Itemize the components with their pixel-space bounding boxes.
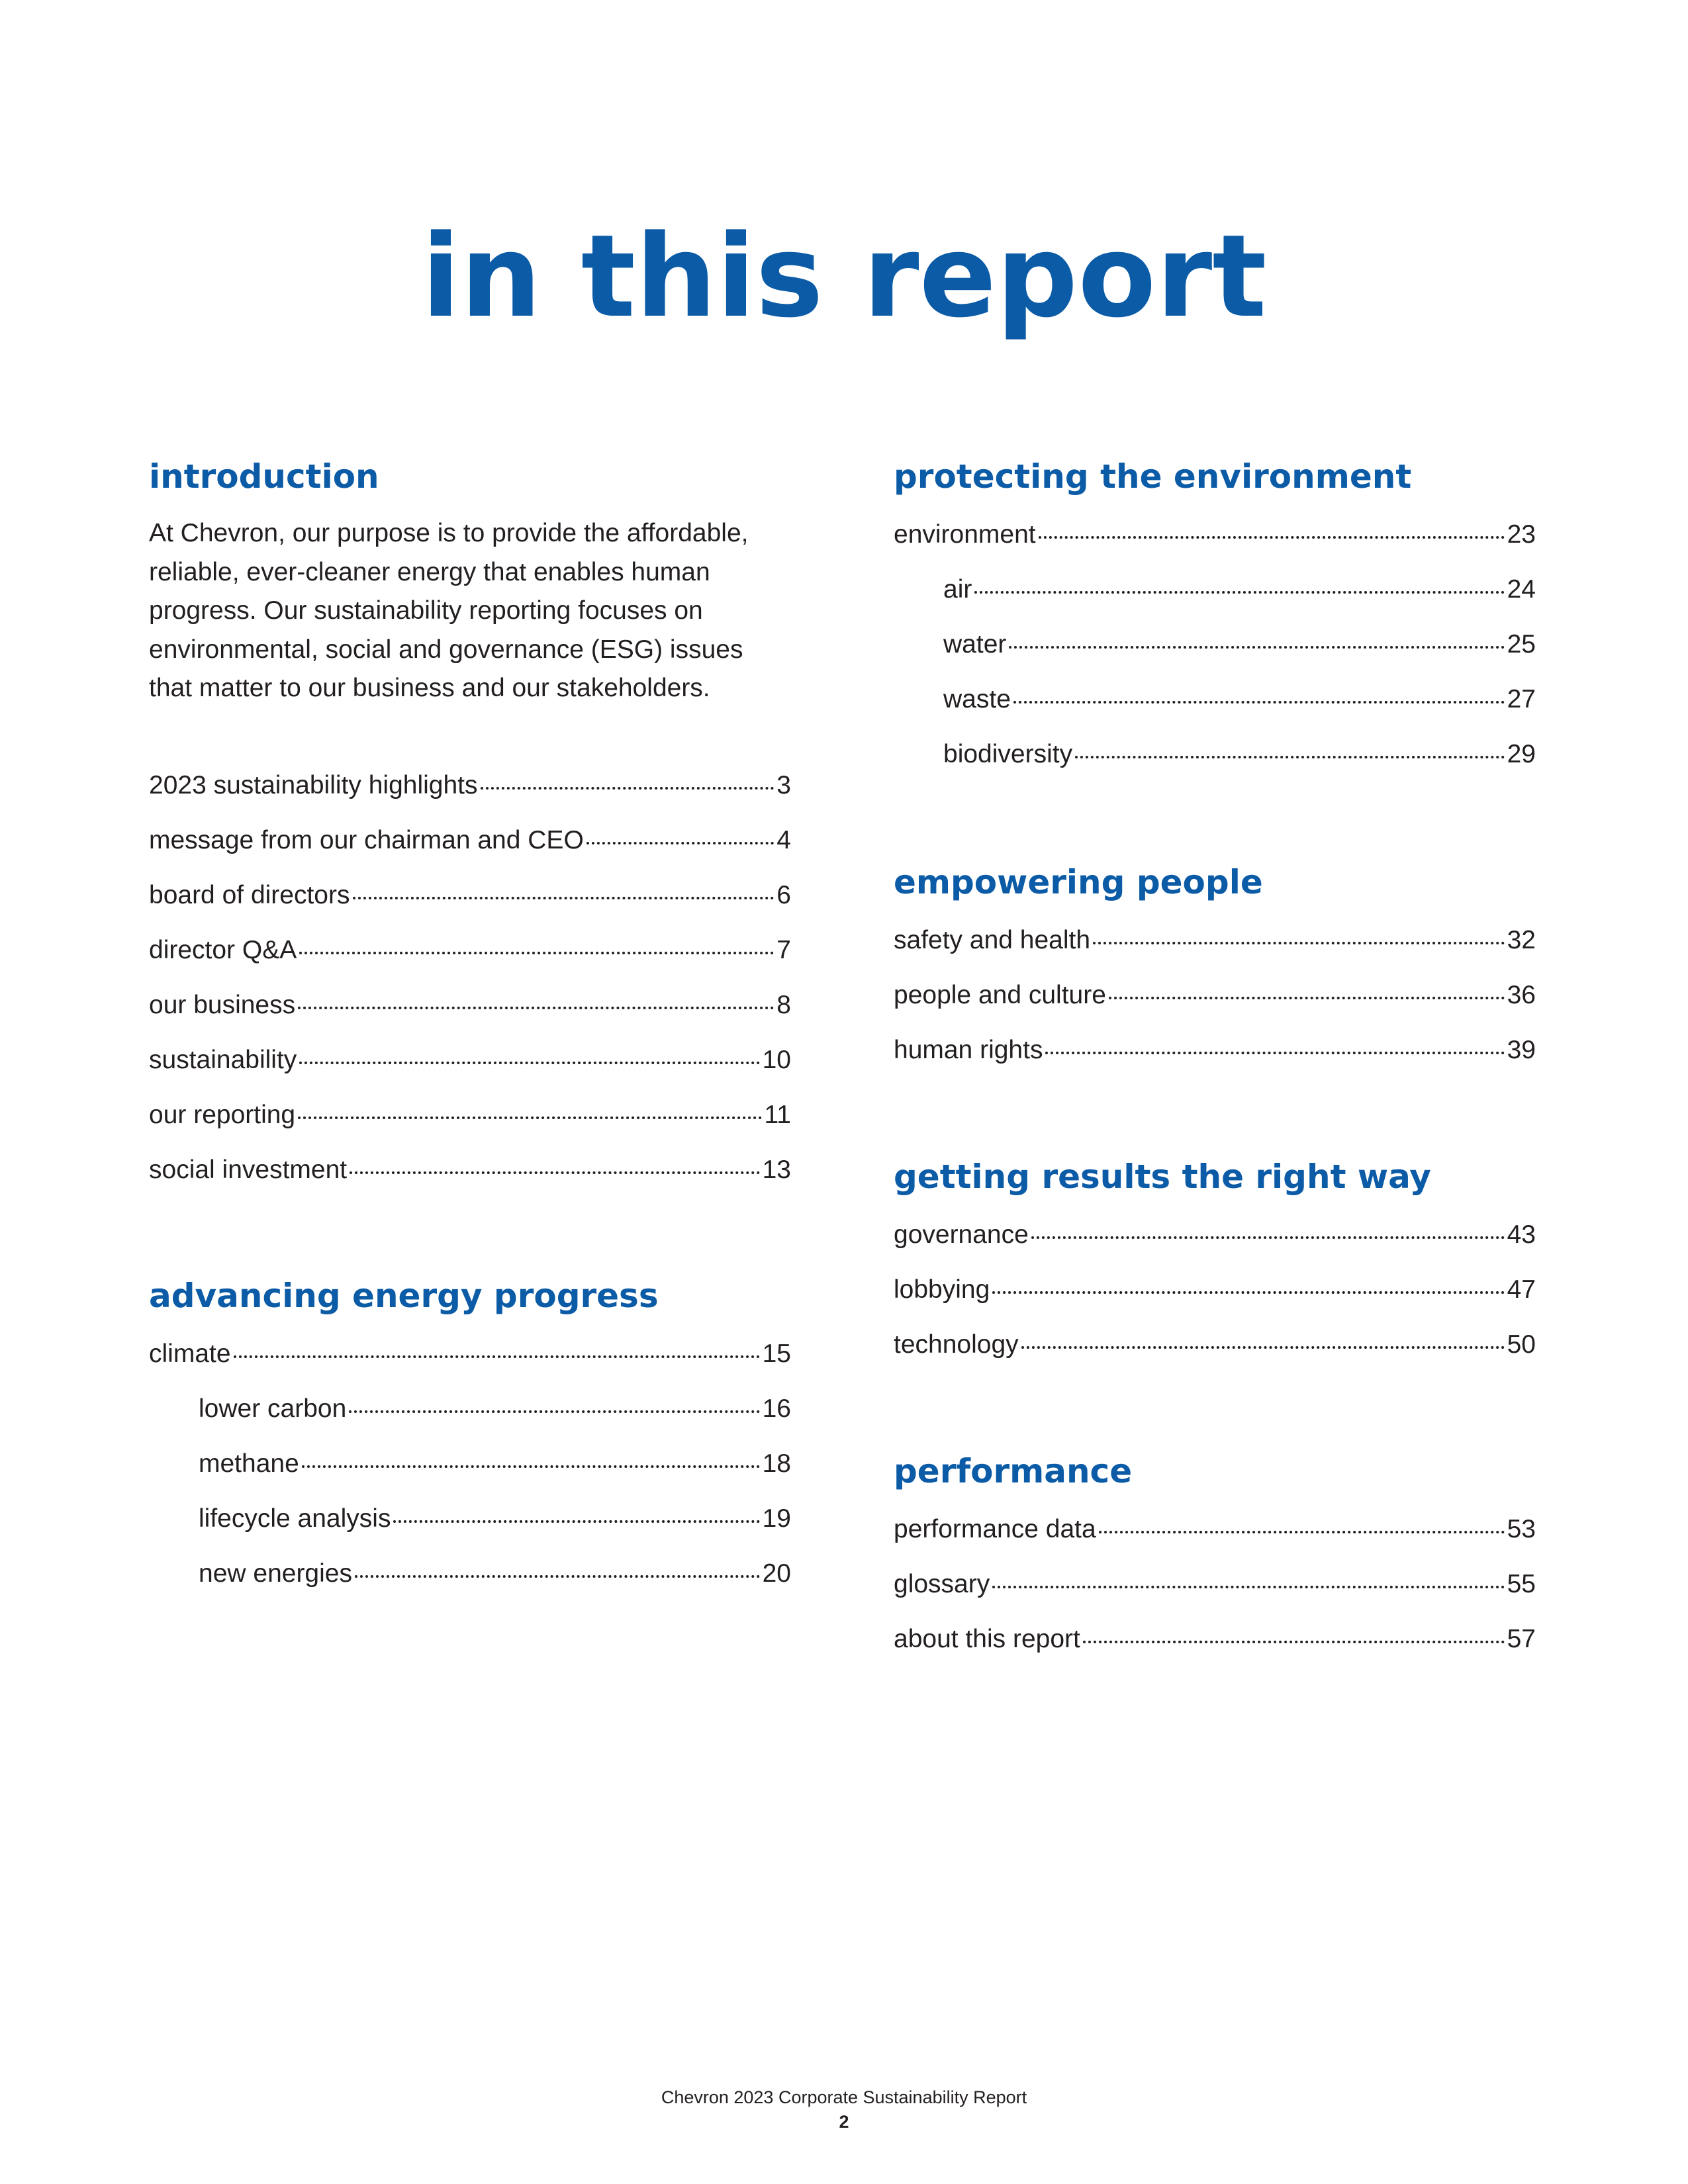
section-heading-getting-results-the-right-way: getting results the right way [894, 1158, 1431, 1196]
dot-leader [586, 842, 774, 844]
introduction-line: that matter to our business and our stakeholders. [149, 674, 710, 702]
toc-entry-safety-and-health[interactable] [894, 922, 1536, 959]
toc-entry-new-energies[interactable] [199, 1555, 791, 1592]
toc-entry-technology[interactable] [894, 1326, 1536, 1363]
toc-entry-performance-data[interactable] [894, 1511, 1536, 1548]
toc-entry-board-of-directors[interactable] [149, 877, 791, 914]
toc-entry-label: our reporting [149, 1101, 296, 1129]
toc-entry-page: 10 [762, 1046, 791, 1074]
dot-leader [481, 787, 774, 790]
dot-leader [992, 1291, 1504, 1294]
toc-entry-label: board of directors [149, 881, 350, 909]
toc-entry-director-qa[interactable] [149, 932, 791, 969]
section-heading-performance: performance [894, 1452, 1133, 1490]
dot-leader [349, 1410, 759, 1413]
footer-report-name: Chevron 2023 Corporate Sustainability Report [661, 2087, 1027, 2107]
dot-leader [299, 952, 774, 954]
toc-entry-label: our business [149, 991, 296, 1019]
toc-entry-label: glossary [894, 1570, 990, 1598]
toc-entry-page: 47 [1507, 1275, 1536, 1304]
toc-entry-label: water [943, 630, 1007, 659]
dot-leader [1039, 536, 1505, 539]
toc-entry-human-rights[interactable] [894, 1032, 1536, 1069]
dot-leader [355, 1575, 760, 1578]
section-heading-protecting-the-environment: protecting the environment [894, 457, 1412, 496]
dot-leader [1045, 1052, 1504, 1054]
toc-entry-label: environment [894, 520, 1036, 549]
toc-entry-label: technology [894, 1330, 1019, 1359]
dot-leader [393, 1520, 759, 1523]
toc-entry-page: 7 [776, 936, 791, 964]
dot-leader [1099, 1531, 1505, 1533]
toc-entry-page: 20 [762, 1559, 791, 1588]
dot-leader [1021, 1346, 1505, 1349]
toc-entry-page: 24 [1507, 575, 1536, 604]
toc-entry-label: director Q&A [149, 936, 297, 964]
section-heading-advancing-energy-progress: advancing energy progress [149, 1277, 659, 1315]
toc-entry-air[interactable] [943, 571, 1536, 608]
footer-page-number: 2 [839, 2112, 849, 2132]
toc-entry-page: 6 [776, 881, 791, 909]
introduction-line: environmental, social and governance (ESG) issues [149, 635, 743, 664]
toc-entry-page: 43 [1507, 1220, 1536, 1249]
toc-entry-label: biodiversity [943, 740, 1073, 768]
toc-entry-waste[interactable] [943, 681, 1536, 718]
toc-entry-page: 13 [762, 1156, 791, 1184]
toc-entry-page: 57 [1507, 1625, 1536, 1653]
toc-entry-lifecycle-analysis[interactable] [199, 1500, 791, 1537]
toc-entry-sustainability[interactable] [149, 1042, 791, 1079]
toc-entry-label: lifecycle analysis [199, 1504, 391, 1533]
toc-entry-governance[interactable] [894, 1216, 1536, 1253]
toc-entry-page: 16 [762, 1394, 791, 1423]
toc-entry-glossary[interactable] [894, 1566, 1536, 1603]
toc-entry-our-business[interactable] [149, 987, 791, 1024]
introduction-line: At Chevron, our purpose is to provide the affordable, [149, 519, 749, 547]
dot-leader [1075, 756, 1505, 758]
introduction-line: progress. Our sustainability reporting focuses on [149, 596, 703, 625]
toc-entry-page: 18 [762, 1449, 791, 1478]
dot-leader [298, 1007, 774, 1009]
toc-entry-label: governance [894, 1220, 1029, 1249]
toc-entry-page: 3 [776, 771, 791, 799]
section-heading-empowering-people: empowering people [894, 863, 1263, 901]
toc-entry-page: 11 [764, 1101, 791, 1129]
toc-entry-page: 50 [1507, 1330, 1536, 1359]
dot-leader [1109, 997, 1505, 999]
toc-entry-label: methane [199, 1449, 299, 1478]
toc-entry-page: 23 [1507, 520, 1536, 549]
toc-entry-label: social investment [149, 1156, 348, 1184]
toc-entry-label: lower carbon [199, 1394, 347, 1423]
toc-entry-methane[interactable] [199, 1445, 791, 1482]
toc-entry-label: safety and health [894, 926, 1091, 954]
toc-entry-label: people and culture [894, 981, 1106, 1009]
toc-entry-label: new energies [199, 1559, 352, 1588]
toc-entry-label: climate [149, 1340, 231, 1368]
toc-entry-page: 25 [1507, 630, 1536, 659]
toc-entry-label: human rights [894, 1036, 1043, 1064]
toc-entry-label: message from our chairman and CEO [149, 826, 584, 854]
toc-entry-people-and-culture[interactable] [894, 977, 1536, 1014]
dot-leader [350, 1171, 759, 1174]
page-title: in this report [421, 210, 1267, 343]
dot-leader [298, 1116, 761, 1119]
toc-entry-page: 39 [1507, 1036, 1536, 1064]
toc-entry-page: 27 [1507, 685, 1536, 713]
dot-leader [1083, 1641, 1505, 1643]
toc-entry-message-from-chairman[interactable] [149, 822, 791, 859]
toc-entry-page: 4 [776, 826, 791, 854]
introduction-line: reliable, ever-cleaner energy that enables human [149, 557, 710, 586]
dot-leader [299, 1062, 759, 1064]
toc-entry-label: lobbying [894, 1275, 990, 1304]
dot-leader [353, 897, 774, 899]
toc-entry-page: 19 [762, 1504, 791, 1533]
toc-entry-sustainability-highlights[interactable] [149, 767, 791, 804]
toc-entry-page: 36 [1507, 981, 1536, 1009]
dot-leader [234, 1355, 760, 1358]
introduction-paragraph [149, 514, 784, 708]
dot-leader [1009, 646, 1504, 649]
toc-entry-our-reporting[interactable] [149, 1097, 791, 1134]
toc-entry-label: waste [943, 685, 1011, 713]
toc-entry-lobbying[interactable] [894, 1271, 1536, 1308]
dot-leader [992, 1586, 1504, 1588]
dot-leader [974, 591, 1504, 594]
section-heading-introduction: introduction [149, 457, 379, 496]
toc-entry-climate[interactable] [149, 1336, 791, 1373]
dot-leader [302, 1465, 760, 1468]
dot-leader [1093, 942, 1505, 944]
toc-entry-label: about this report [894, 1625, 1080, 1653]
toc-entry-page: 55 [1507, 1570, 1536, 1598]
toc-entry-page: 15 [762, 1340, 791, 1368]
toc-entry-about-this-report[interactable] [894, 1621, 1536, 1658]
toc-entry-page: 32 [1507, 926, 1536, 954]
toc-entry-page: 8 [776, 991, 791, 1019]
toc-entry-label: sustainability [149, 1046, 297, 1074]
dot-leader [1013, 701, 1505, 704]
toc-entry-lower-carbon[interactable] [199, 1390, 791, 1428]
toc-entry-page: 29 [1507, 740, 1536, 768]
toc-entry-label: air [943, 575, 972, 604]
dot-leader [1031, 1236, 1505, 1239]
toc-entry-water[interactable] [943, 626, 1536, 663]
toc-entry-social-investment[interactable] [149, 1152, 791, 1189]
toc-entry-environment[interactable] [894, 516, 1536, 553]
toc-entry-label: performance data [894, 1515, 1096, 1543]
toc-entry-biodiversity[interactable] [943, 736, 1536, 773]
toc-entry-label: 2023 sustainability highlights [149, 771, 478, 799]
toc-entry-page: 53 [1507, 1515, 1536, 1543]
